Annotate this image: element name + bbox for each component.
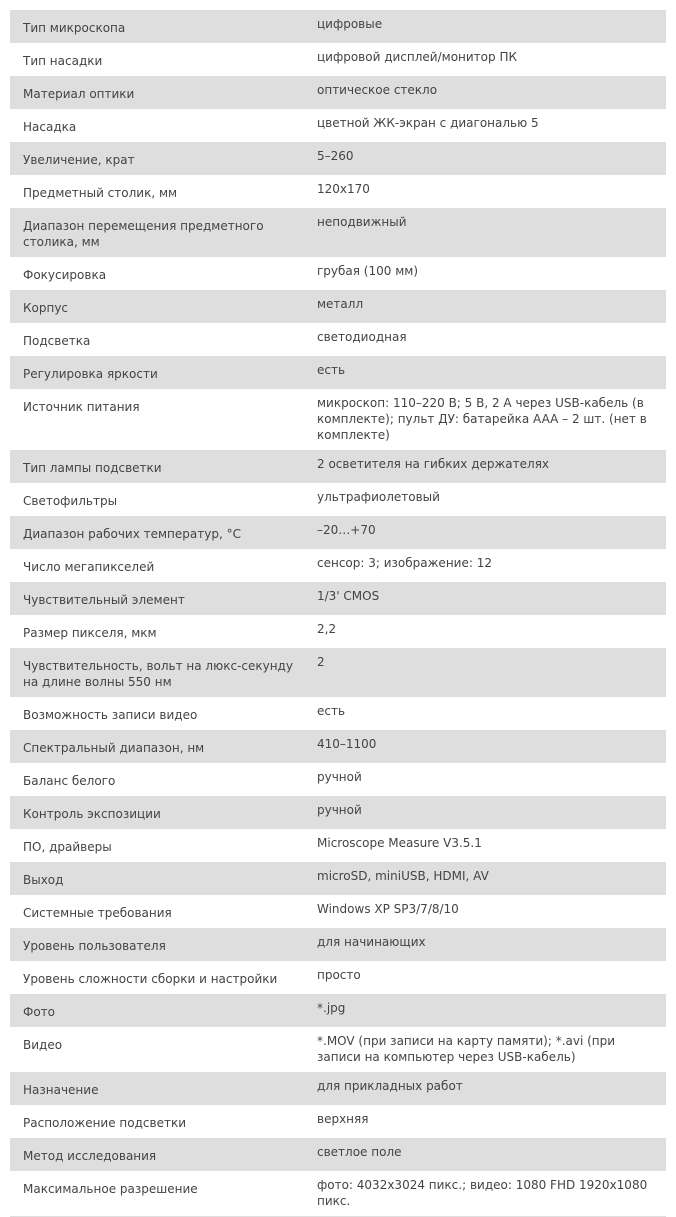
spec-name: Тип микроскопа	[10, 10, 303, 43]
spec-row	[10, 323, 666, 356]
specifications-body	[10, 10, 666, 1217]
spec-value: для начинающих	[303, 928, 666, 961]
spec-name: Диапазон рабочих температур, °С	[10, 516, 303, 549]
spec-name: Назначение	[10, 1072, 303, 1105]
spec-row	[10, 10, 666, 43]
spec-value: ручной	[303, 763, 666, 796]
spec-row	[10, 142, 666, 175]
spec-value: 2	[303, 648, 666, 697]
spec-name: Чувствительный элемент	[10, 582, 303, 615]
spec-name: Фото	[10, 994, 303, 1027]
spec-name: Подсветка	[10, 323, 303, 356]
spec-row	[10, 43, 666, 76]
spec-name: Светофильтры	[10, 483, 303, 516]
spec-name: Возможность записи видео	[10, 697, 303, 730]
spec-value: 2 осветителя на гибких держателях	[303, 450, 666, 483]
spec-value: цифровой дисплей/монитор ПК	[303, 43, 666, 76]
spec-name: Чувствительность, вольт на люкс-секунду на длине волны 550 нм	[10, 648, 303, 697]
spec-row	[10, 208, 666, 257]
specifications-table	[10, 10, 666, 1217]
spec-row	[10, 994, 666, 1027]
spec-name: Видео	[10, 1027, 303, 1072]
spec-row	[10, 257, 666, 290]
spec-name: Уровень сложности сборки и настройки	[10, 961, 303, 994]
spec-value: 1/3' CMOS	[303, 582, 666, 615]
spec-row	[10, 1105, 666, 1138]
spec-value: микроскоп: 110–220 В; 5 В, 2 А через USB-кабель (в комплекте); пульт ДУ: батарейка AAA – 2 шт. (нет в комплекте)	[303, 389, 666, 450]
spec-name: Материал оптики	[10, 76, 303, 109]
spec-row	[10, 1171, 666, 1217]
spec-value: Microscope Measure V3.5.1	[303, 829, 666, 862]
spec-name: Размер пикселя, мкм	[10, 615, 303, 648]
spec-name: Фокусировка	[10, 257, 303, 290]
spec-name: Число мегапикселей	[10, 549, 303, 582]
spec-row	[10, 516, 666, 549]
spec-value: просто	[303, 961, 666, 994]
spec-name: Источник питания	[10, 389, 303, 450]
spec-name: Баланс белого	[10, 763, 303, 796]
spec-value: металл	[303, 290, 666, 323]
spec-value: грубая (100 мм)	[303, 257, 666, 290]
spec-row	[10, 796, 666, 829]
spec-row	[10, 862, 666, 895]
spec-row	[10, 175, 666, 208]
spec-row	[10, 1138, 666, 1171]
spec-value: неподвижный	[303, 208, 666, 257]
spec-value: цифровые	[303, 10, 666, 43]
spec-value: –20…+70	[303, 516, 666, 549]
spec-row	[10, 928, 666, 961]
spec-row	[10, 895, 666, 928]
spec-value: фото: 4032x3024 пикс.; видео: 1080 FHD 1920x1080 пикс.	[303, 1171, 666, 1217]
spec-value: 2,2	[303, 615, 666, 648]
spec-name: Тип насадки	[10, 43, 303, 76]
spec-name: Метод исследования	[10, 1138, 303, 1171]
spec-value: светлое поле	[303, 1138, 666, 1171]
spec-value: 120x170	[303, 175, 666, 208]
spec-value: microSD, miniUSB, HDMI, AV	[303, 862, 666, 895]
spec-value: цветной ЖК-экран с диагональю 5	[303, 109, 666, 142]
spec-value: *.MOV (при записи на карту памяти); *.avi (при записи на компьютер через USB-кабель)	[303, 1027, 666, 1072]
spec-value: 5–260	[303, 142, 666, 175]
spec-name: Уровень пользователя	[10, 928, 303, 961]
spec-name: Предметный столик, мм	[10, 175, 303, 208]
spec-row	[10, 389, 666, 450]
spec-row	[10, 730, 666, 763]
spec-name: Спектральный диапазон, нм	[10, 730, 303, 763]
spec-row	[10, 697, 666, 730]
spec-row	[10, 582, 666, 615]
spec-name: ПО, драйверы	[10, 829, 303, 862]
spec-name: Регулировка яркости	[10, 356, 303, 389]
spec-name: Выход	[10, 862, 303, 895]
spec-row	[10, 763, 666, 796]
spec-name: Максимальное разрешение	[10, 1171, 303, 1217]
spec-name: Расположение подсветки	[10, 1105, 303, 1138]
spec-value: для прикладных работ	[303, 1072, 666, 1105]
spec-value: есть	[303, 697, 666, 730]
spec-value: есть	[303, 356, 666, 389]
spec-row	[10, 615, 666, 648]
spec-value: светодиодная	[303, 323, 666, 356]
spec-row	[10, 648, 666, 697]
spec-name: Насадка	[10, 109, 303, 142]
spec-name: Корпус	[10, 290, 303, 323]
spec-value: ультрафиолетовый	[303, 483, 666, 516]
spec-row	[10, 483, 666, 516]
spec-value: 410–1100	[303, 730, 666, 763]
spec-row	[10, 829, 666, 862]
spec-name: Диапазон перемещения предметного столика, мм	[10, 208, 303, 257]
spec-value: сенсор: 3; изображение: 12	[303, 549, 666, 582]
spec-value: оптическое стекло	[303, 76, 666, 109]
spec-row	[10, 450, 666, 483]
spec-row	[10, 290, 666, 323]
spec-value: ручной	[303, 796, 666, 829]
spec-row	[10, 109, 666, 142]
spec-value: Windows XP SP3/7/8/10	[303, 895, 666, 928]
spec-value: верхняя	[303, 1105, 666, 1138]
spec-row	[10, 1027, 666, 1072]
spec-name: Системные требования	[10, 895, 303, 928]
spec-name: Тип лампы подсветки	[10, 450, 303, 483]
spec-name: Увеличение, крат	[10, 142, 303, 175]
spec-row	[10, 356, 666, 389]
spec-row	[10, 1072, 666, 1105]
spec-row	[10, 76, 666, 109]
spec-name: Контроль экспозиции	[10, 796, 303, 829]
spec-row	[10, 549, 666, 582]
spec-value: *.jpg	[303, 994, 666, 1027]
spec-row	[10, 961, 666, 994]
